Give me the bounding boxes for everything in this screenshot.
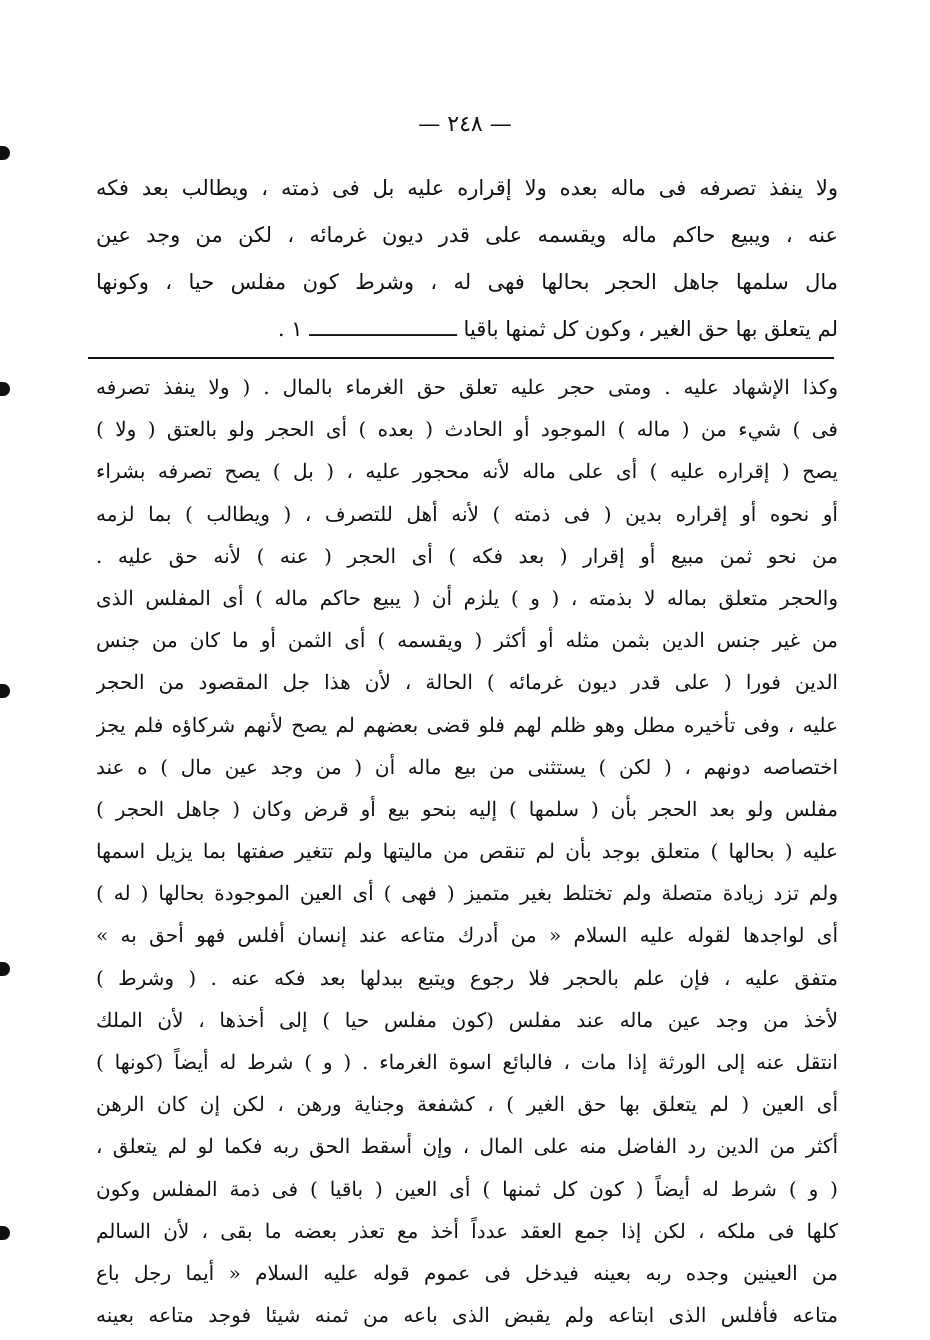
- commentary-line: ولم تزد زيادة متصلة ولم تختلط بغير متميز ( فهى ) أى العين الموجودة بحالها ( له ): [96, 881, 838, 906]
- commentary-line: وكذا الإشهاد عليه . ومتى حجر عليه تعلق حق الغرماء بالمال . ( ولا ينفذ تصرفه: [96, 375, 838, 399]
- commentary-line: أى لواجدها لقوله عليه السلام « من أدرك متاعه عند إنسان أفلس فهو أحق به »: [96, 923, 838, 948]
- commentary-line: ( و ) شرط له أيضاً ( كون كل ثمنها ) أى العين ( باقيا ) فى ذمة المفلس وكون: [96, 1176, 838, 1201]
- commentary-line: من العينين وجده ربه بعينه فيدخل فى عموم قوله عليه السلام « أيما رجل باع: [96, 1260, 838, 1285]
- commentary-text: [96, 366, 838, 1336]
- matn-text: [96, 165, 838, 353]
- matn-line: ولا ينفذ تصرفه فى ماله بعده ولا إقراره عليه بل فى ذمته ، ويطالب بعد فكه: [96, 176, 838, 200]
- commentary-line: مفلس ولو بعد الحجر بأن ( سلمها ) إليه بنحو بيع أو قرض وكان ( جاهل الحجر ): [96, 796, 838, 821]
- page-number: — ٢٤٨ —: [418, 112, 512, 137]
- section-divider: [88, 357, 834, 359]
- margin-mark: [0, 962, 10, 976]
- commentary-line: اختصاصه دونهم ، ( لكن ) يستثنى من بيع ماله أن ( من وجد عين مال ) ه عند: [96, 754, 838, 779]
- matn-line: مال سلمها جاهل الحجر بحالها فهى له ، وشرط كون مفلس حيا ، وكونها: [96, 270, 838, 294]
- commentary-line: والحجر متعلق بماله لا بذمته ، ( و ) يلزم أن ( يبيع حاكم ماله ) أى المفلس الذى: [96, 585, 838, 610]
- commentary-line: عليه ، وفى تأخيره مطل وهو ظلم لهم فلو قضى بعضهم لم يصح لأنهم شركاؤه فلم يجز: [96, 712, 838, 737]
- commentary-line: متفق عليه ، فإن علم بالحجر فلا رجوع ويتبع ببدلها بعد فكه عنه . ( وشرط ): [96, 965, 838, 990]
- matn-line: عنه ، ويبيع حاكم ماله ويقسمه على قدر ديون غرمائه ، لكن من وجد عين: [96, 223, 838, 247]
- commentary-line: من نحو ثمن مبيع أو إقرار ( بعد فكه ) أى الحجر ( عنه ) لأنه حق عليه .: [96, 543, 838, 568]
- commentary-line: متاعه فأفلس الذى ابتاعه ولم يقبض الذى باعه من ثمنه شيئا فوجد متاعه بعينه: [96, 1303, 838, 1328]
- commentary-line: كلها فى ملكه ، لكن إذا جمع العقد عدداً أخذ مع تعذر بعضه ما بقى ، لأن السالم: [96, 1218, 838, 1243]
- margin-mark: [0, 1226, 10, 1240]
- commentary-line: الدين فورا ( على قدر ديون غرمائه ) الحالة ، لأن هذا جل المقصود من الحجر: [96, 670, 838, 695]
- commentary-line: أكثر من الدين رد الفاضل منه على المال ، وإن أسقط الحق ربه فكما لو لم يتعلق ،: [96, 1134, 838, 1159]
- commentary-line: أى العين ( لم يتعلق بها حق الغير ) ، كشفعة وجناية ورهن ، لكن إن كان الرهن: [96, 1092, 838, 1117]
- matn-line: لم يتعلق بها حق الغير ، وكون كل ثمنها باقيا ــــــــــــــــــــــــ ١ .: [277, 317, 838, 341]
- commentary-line: أو نحوه أو إقراره بدين ( فى ذمته ) لأنه أهل للتصرف ، ( ويطالب ) بما لزمه: [96, 501, 838, 526]
- margin-mark: [0, 684, 10, 698]
- commentary-line: يصح ( إقراره عليه ) أى على ماله لأنه محجور عليه ، ( بل ) يصح تصرفه بشراء: [96, 459, 838, 484]
- commentary-line: عليه ( بحالها ) متعلق بوجد بأن لم تنقص من ماليتها ولم تتغير صفتها بما يزيل اسمها: [96, 839, 838, 864]
- commentary-line: من غير جنس الدين بثمن مثله أو أكثر ( ويقسمه ) أى الثمن أو ما كان من جنس: [96, 628, 838, 653]
- margin-mark: [0, 382, 10, 396]
- commentary-line: فى ) شيء من ( ماله ) الموجود أو الحادث ( بعده ) أى الحجر ولو بالعتق ( ولا ): [96, 417, 838, 442]
- margin-mark: [0, 146, 10, 160]
- commentary-line: لأخذ من وجد عين ماله عند مفلس (كون مفلس حيا ) إلى أخذها ، لأن الملك: [96, 1007, 838, 1032]
- commentary-line: انتقل عنه إلى الورثة إذا مات ، فالبائع اسوة الغرماء . ( و ) شرط له أيضاً (كونها ): [96, 1050, 838, 1074]
